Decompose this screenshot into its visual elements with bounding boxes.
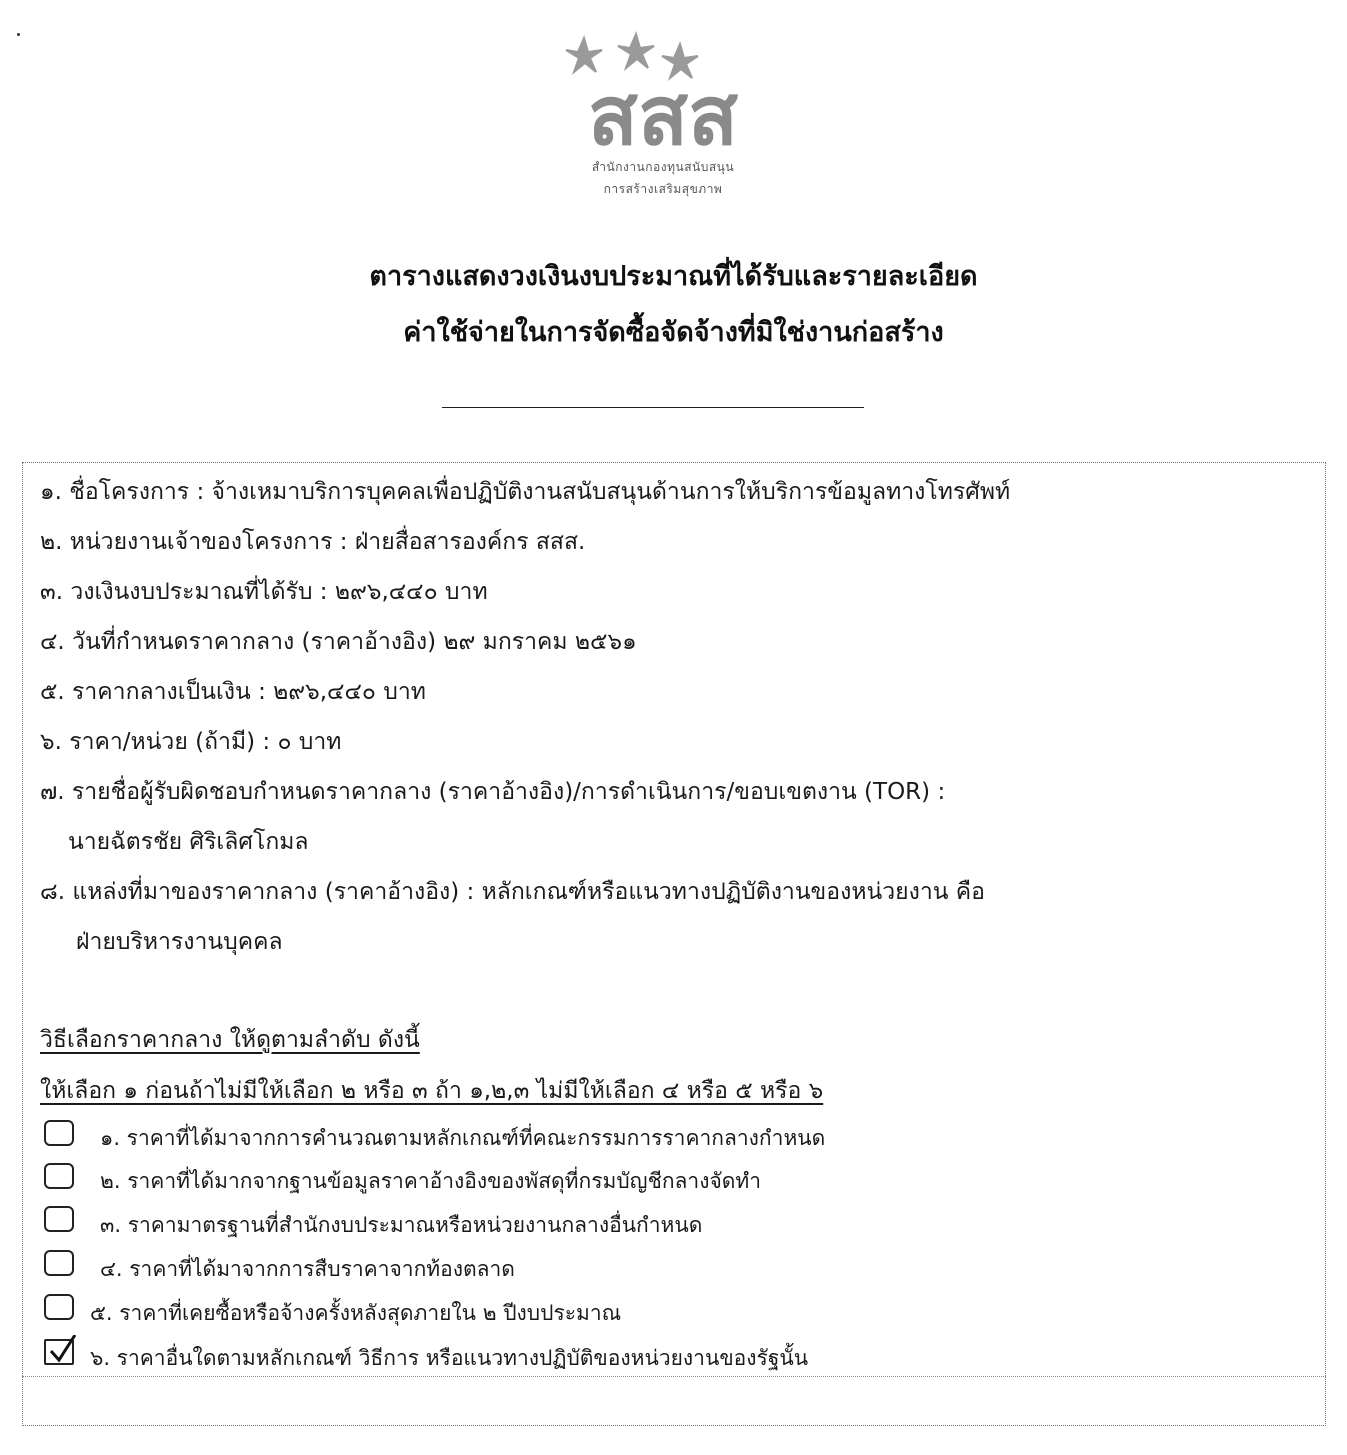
document-title-line1: ตารางแสดงวงเงินงบประมาณที่ได้รับและรายละเอียด [369,261,978,292]
option-1-checkbox[interactable] [44,1120,74,1146]
title-divider [442,407,864,408]
option-5-label: ๕. ราคาที่เคยซื้อหรือจ้างครั้งหลังสุดภายใน ๒ ปีงบประมาณ [90,1301,622,1325]
logo-subtitle-line2: การสร้างเสริมสุขภาพ [603,182,723,196]
item-responsible-name: นายฉัตรชัย ศิริเลิศโกมล [68,829,309,855]
option-3-label: ๓. ราคามาตรฐานที่สำนักงบประมาณหรือหน่วยงานกลางอื่นกำหนด [100,1213,703,1237]
option-6-label: ๖. ราคาอื่นใดตามหลักเกณฑ์ วิธีการ หรือแนวทางปฏิบัติของหน่วยงานของรัฐนั้น [90,1346,809,1370]
item-unit-price: ๖. ราคา/หน่วย (ถ้ามี) : ๐ บาท [40,729,342,755]
method-instruction: ให้เลือก ๑ ก่อนถ้าไม่มีให้เลือก ๒ หรือ ๓ ถ้า ๑,๒,๓ ไม่มีให้เลือก ๔ หรือ ๕ หรือ ๖ [40,1078,824,1104]
item-responsible-label: ๗. รายชื่อผู้รับผิดชอบกำหนดราคากลาง (ราคาอ้างอิง)/การดำเนินการ/ขอบเขตงาน (TOR) : [40,779,946,805]
scan-speck [17,33,20,36]
item-price-source-unit: ฝ่ายบริหารงานบุคคล [76,929,283,955]
item-project-name: ๑. ชื่อโครงการ : จ้างเหมาบริการบุคคลเพื่อปฏิบัติงานสนับสนุนด้านการให้บริการข้อมูลทางโทรศัพท์ [40,479,1011,505]
item-budget: ๓. วงเงินงบประมาณที่ได้รับ : ๒๙๖,๔๔๐ บาท [40,579,488,605]
logo-subtitle-line1: สำนักงานกองทุนสนับสนุน [591,160,735,174]
item-median-price: ๕. ราคากลางเป็นเงิน : ๒๙๖,๔๔๐ บาท [40,679,426,705]
option-5-checkbox[interactable] [44,1294,74,1320]
box-bottom-divider [22,1376,1326,1377]
logo-wordmark: สสส [587,69,739,157]
logo [548,22,778,212]
option-3-checkbox[interactable] [44,1206,74,1232]
checkmark-icon [48,1335,78,1365]
three-stars-figures-icon [548,22,778,157]
document-title-line2: ค่าใช้จ่ายในการจัดซื้อจัดจ้างที่มิใช่งานก่อสร้าง [403,317,944,348]
option-6-checkbox[interactable] [44,1339,74,1365]
option-1-label: ๑. ราคาที่ได้มาจากการคำนวณตามหลักเกณฑ์ที่คณะกรรมการราคากลางกำหนด [100,1126,826,1150]
item-reference-date: ๔. วันที่กำหนดราคากลาง (ราคาอ้างอิง) ๒๙ มกราคม ๒๕๖๑ [40,629,637,655]
option-2-checkbox[interactable] [44,1163,74,1189]
option-2-label: ๒. ราคาที่ได้มากจากฐานข้อมูลราคาอ้างอิงของพัสดุที่กรมบัญชีกลางจัดทำ [100,1169,762,1193]
item-price-source: ๘. แหล่งที่มาของราคากลาง (ราคาอ้างอิง) : หลักเกณฑ์หรือแนวทางปฏิบัติงานของหน่วยงาน คือ [40,879,985,905]
item-owner-unit: ๒. หน่วยงานเจ้าของโครงการ : ฝ่ายสื่อสารองค์กร สสส. [40,529,586,555]
method-heading: วิธีเลือกราคากลาง ให้ดูตามลำดับ ดังนี้ [40,1027,420,1053]
option-4-checkbox[interactable] [44,1250,74,1276]
option-4-label: ๔. ราคาที่ได้มาจากการสืบราคาจากท้องตลาด [100,1257,515,1281]
